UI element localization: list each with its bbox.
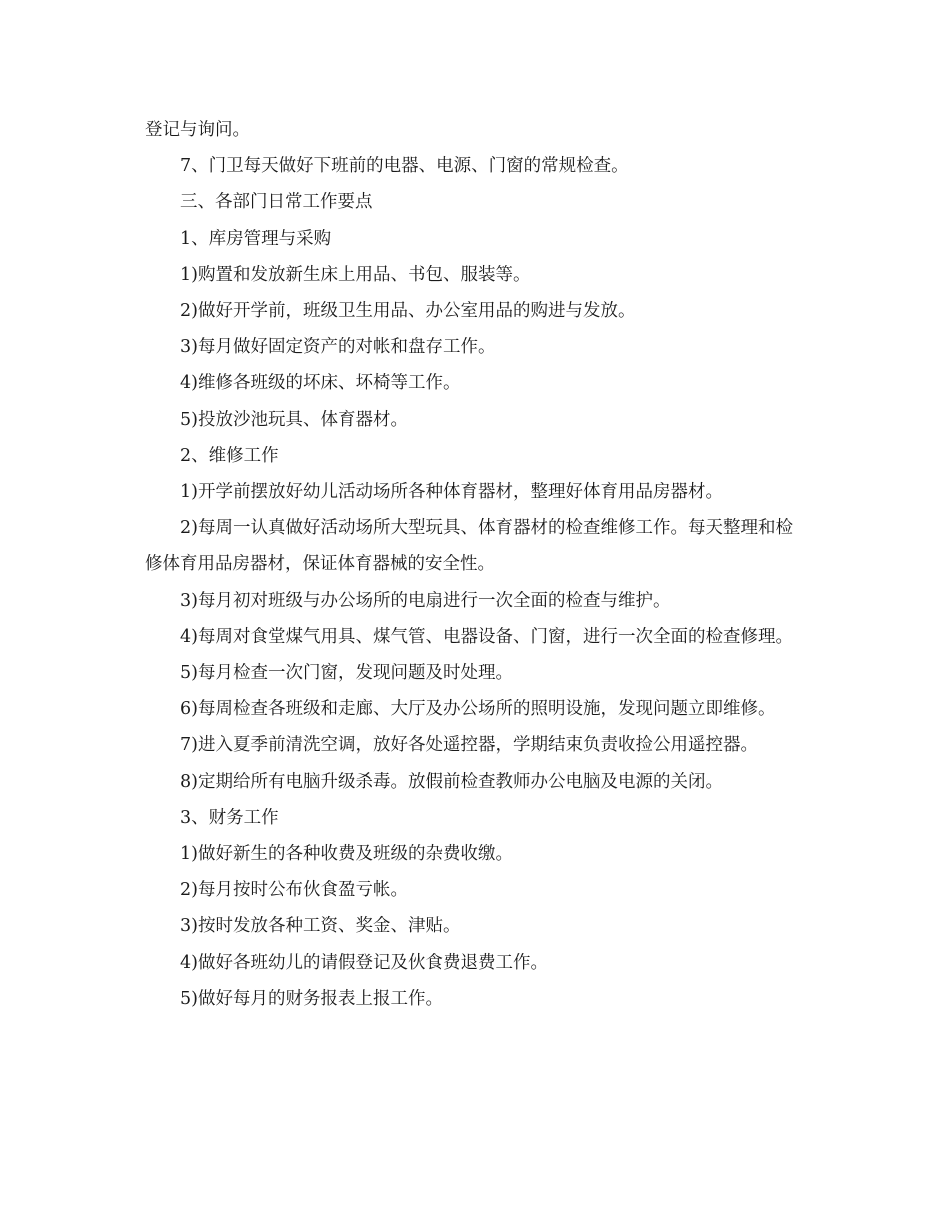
list-item: 5)做好每月的财务报表上报工作。	[180, 988, 443, 1009]
list-item: 3)每月初对班级与办公场所的电扇进行一次全面的检查与维护。	[180, 590, 671, 611]
list-item: 1)购置和发放新生床上用品、书包、服装等。	[180, 264, 531, 285]
list-item: 3)每月做好固定资产的对帐和盘存工作。	[180, 337, 496, 358]
list-item: 3)按时发放各种工资、奖金、津贴。	[180, 916, 461, 937]
list-item: 5)每月检查一次门窗，发现问题及时处理。	[180, 663, 513, 684]
paragraph: 7、门卫每天做好下班前的电器、电源、门窗的常规检查。	[180, 156, 629, 177]
subsection-heading: 1、库房管理与采购	[180, 228, 332, 249]
list-item: 4)做好各班幼儿的请假登记及伙食费退费工作。	[180, 952, 548, 973]
document-body	[145, 112, 805, 1017]
list-item: 4)每周对食堂煤气用具、煤气管、电器设备、门窗，进行一次全面的检查修理。	[180, 626, 793, 647]
list-item: 4)维修各班级的坏床、坏椅等工作。	[180, 373, 461, 394]
section-heading: 三、各部门日常工作要点	[180, 192, 373, 213]
list-item: 1)开学前摆放好幼儿活动场所各种体育器材，整理好体育用品房器材。	[180, 482, 723, 503]
subsection-heading: 2、维修工作	[180, 445, 279, 466]
subsection-heading: 3、财务工作	[180, 807, 279, 828]
list-item: 2)每月按时公布伙食盈亏帐。	[180, 880, 408, 901]
list-item: 1)做好新生的各种收费及班级的杂费收缴。	[180, 844, 513, 865]
list-item: 6)每周检查各班级和走廊、大厅及办公场所的照明设施，发现问题立即维修。	[180, 699, 776, 720]
list-item: 8)定期给所有电脑升级杀毒。放假前检查教师办公电脑及电源的关闭。	[180, 771, 723, 792]
list-item: 5)投放沙池玩具、体育器材。	[180, 409, 408, 430]
paragraph: 登记与询问。	[145, 120, 250, 140]
list-item: 7)进入夏季前清洗空调，放好各处遥控器，学期结束负责收捡公用遥控器。	[180, 735, 758, 756]
list-item: 2)每周一认真做好活动场所大型玩具、体育器材的检查维修工作。每天整理和检修体育用品房器材，保证体育器械的安全性。	[145, 518, 793, 575]
list-item: 2)做好开学前，班级卫生用品、办公室用品的购进与发放。	[180, 301, 636, 322]
